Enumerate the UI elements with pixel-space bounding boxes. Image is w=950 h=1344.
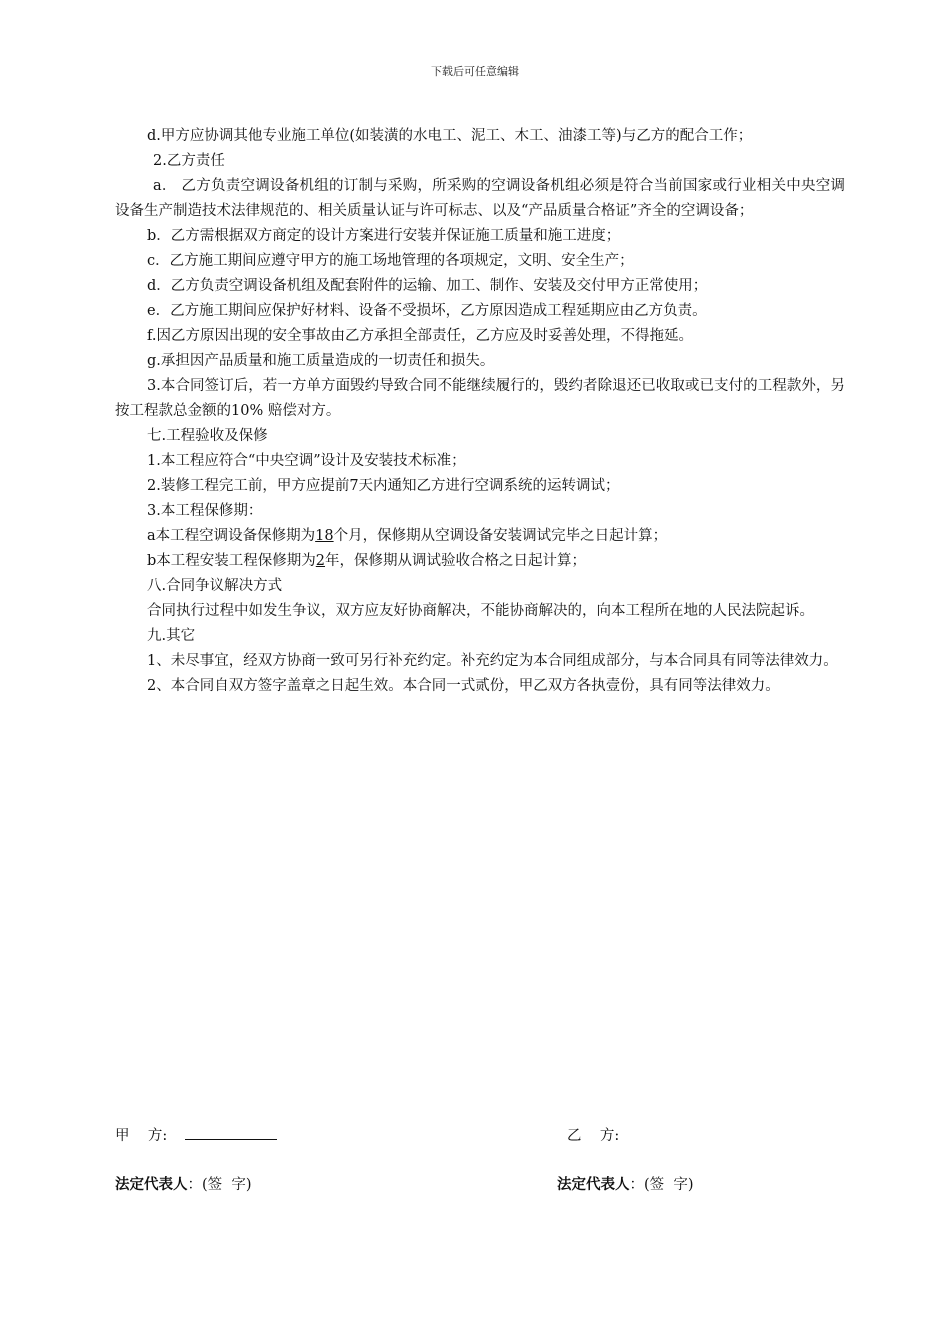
clause-d: d．乙方负责空调设备机组及配套附件的运输、加工、制作、安装及交付甲方正常使用；: [147, 278, 708, 294]
section-7-item-1: 1.本工程应符合“中央空调”设计及安装技术标准；: [147, 453, 466, 469]
clause-g: g.承担因产品质量和施工质量造成的一切责任和损失。: [147, 353, 495, 369]
warranty-installation: [115, 549, 845, 574]
page-header: 下载后可任意编辑: [431, 65, 519, 78]
section-2-heading: 2.乙方责任: [153, 153, 225, 169]
party-b-label: 乙 方:: [567, 1128, 620, 1144]
clause-b: b．乙方需根据双方商定的设计方案进行安装并保证施工质量和施工进度；: [147, 228, 621, 244]
warranty-installation-pre: b本工程安装工程保修期为: [147, 553, 316, 569]
party-a-representative: [115, 1173, 252, 1194]
section-7-item-2: 2.装修工程完工前，甲方应提前7天内通知乙方进行空调系统的运转调试；: [147, 478, 620, 494]
section-8-heading: 八.合同争议解决方式: [147, 578, 283, 594]
warranty-installation-post: 年，保修期从调试验收合格之日起计算；: [325, 553, 587, 569]
warranty-equipment-months: 18: [315, 528, 334, 544]
section-7-item-3: 3.本工程保修期：: [147, 503, 263, 519]
section-8-text: 合同执行过程中如发生争议，双方应友好协商解决，不能协商解决的，向本工程所在地的人民法院起诉。: [147, 603, 814, 619]
warranty-equipment-pre: a本工程空调设备保修期为: [147, 528, 316, 544]
section-3: 3.本合同签订后，若一方单方面毁约导致合同不能继续履行的，毁约者除退还已收取或已支付的工程款外，另按工程款总金额的10% 赔偿对方。: [115, 378, 845, 419]
party-b-signature: [567, 1124, 619, 1145]
party-a-rep-note: ：(签 字): [187, 1177, 252, 1193]
clause-c: c．乙方施工期间应遵守甲方的施工场地管理的各项规定，文明、安全生产；: [147, 253, 634, 269]
section-9-item-1: 1、未尽事宜，经双方协商一致可另行补充约定。补充约定为本合同组成部分，与本合同具有同等法律效力。: [147, 653, 838, 669]
section-7-heading: 七.工程验收及保修: [147, 428, 268, 444]
party-b-rep-note: ：(签 字): [629, 1177, 694, 1193]
clause-d-party-a: d.甲方应协调其他专业施工单位(如装潢的水电工、泥工、木工、油漆工等)与乙方的配合工作；: [147, 128, 753, 144]
section-9-heading: 九.其它: [147, 628, 196, 644]
clause-a: a． 乙方负责空调设备机组的订制与采购，所采购的空调设备机组必须是符合当前国家或行业相关中央空调设备生产制造技术法律规范的、相关质量认证与许可标志、以及“产品质量合格证”齐全的空调设备；: [115, 178, 845, 219]
clause-e: e．乙方施工期间应保护好材料、设备不受损坏，乙方原因造成工程延期应由乙方负责。: [147, 303, 707, 319]
party-a-signature: [115, 1124, 277, 1145]
clause-f: f.因乙方原因出现的安全事故由乙方承担全部责任，乙方应及时妥善处理，不得拖延。: [147, 328, 693, 344]
party-b-rep-label: 法定代表人: [557, 1176, 630, 1193]
contract-body: [115, 124, 845, 699]
party-a-blank-line[interactable]: [185, 1125, 277, 1140]
party-a-rep-label: 法定代表人: [115, 1176, 188, 1193]
party-a-label: 甲 方:: [115, 1128, 168, 1144]
warranty-installation-years: 2: [315, 553, 326, 569]
party-b-representative: [557, 1173, 694, 1194]
warranty-equipment: [115, 524, 845, 549]
section-9-item-2: 2、本合同自双方签字盖章之日起生效。本合同一式贰份，甲乙双方各执壹份，具有同等法律效力。: [147, 678, 780, 694]
warranty-equipment-post: 个月，保修期从空调设备安装调试完毕之日起计算；: [333, 528, 668, 544]
